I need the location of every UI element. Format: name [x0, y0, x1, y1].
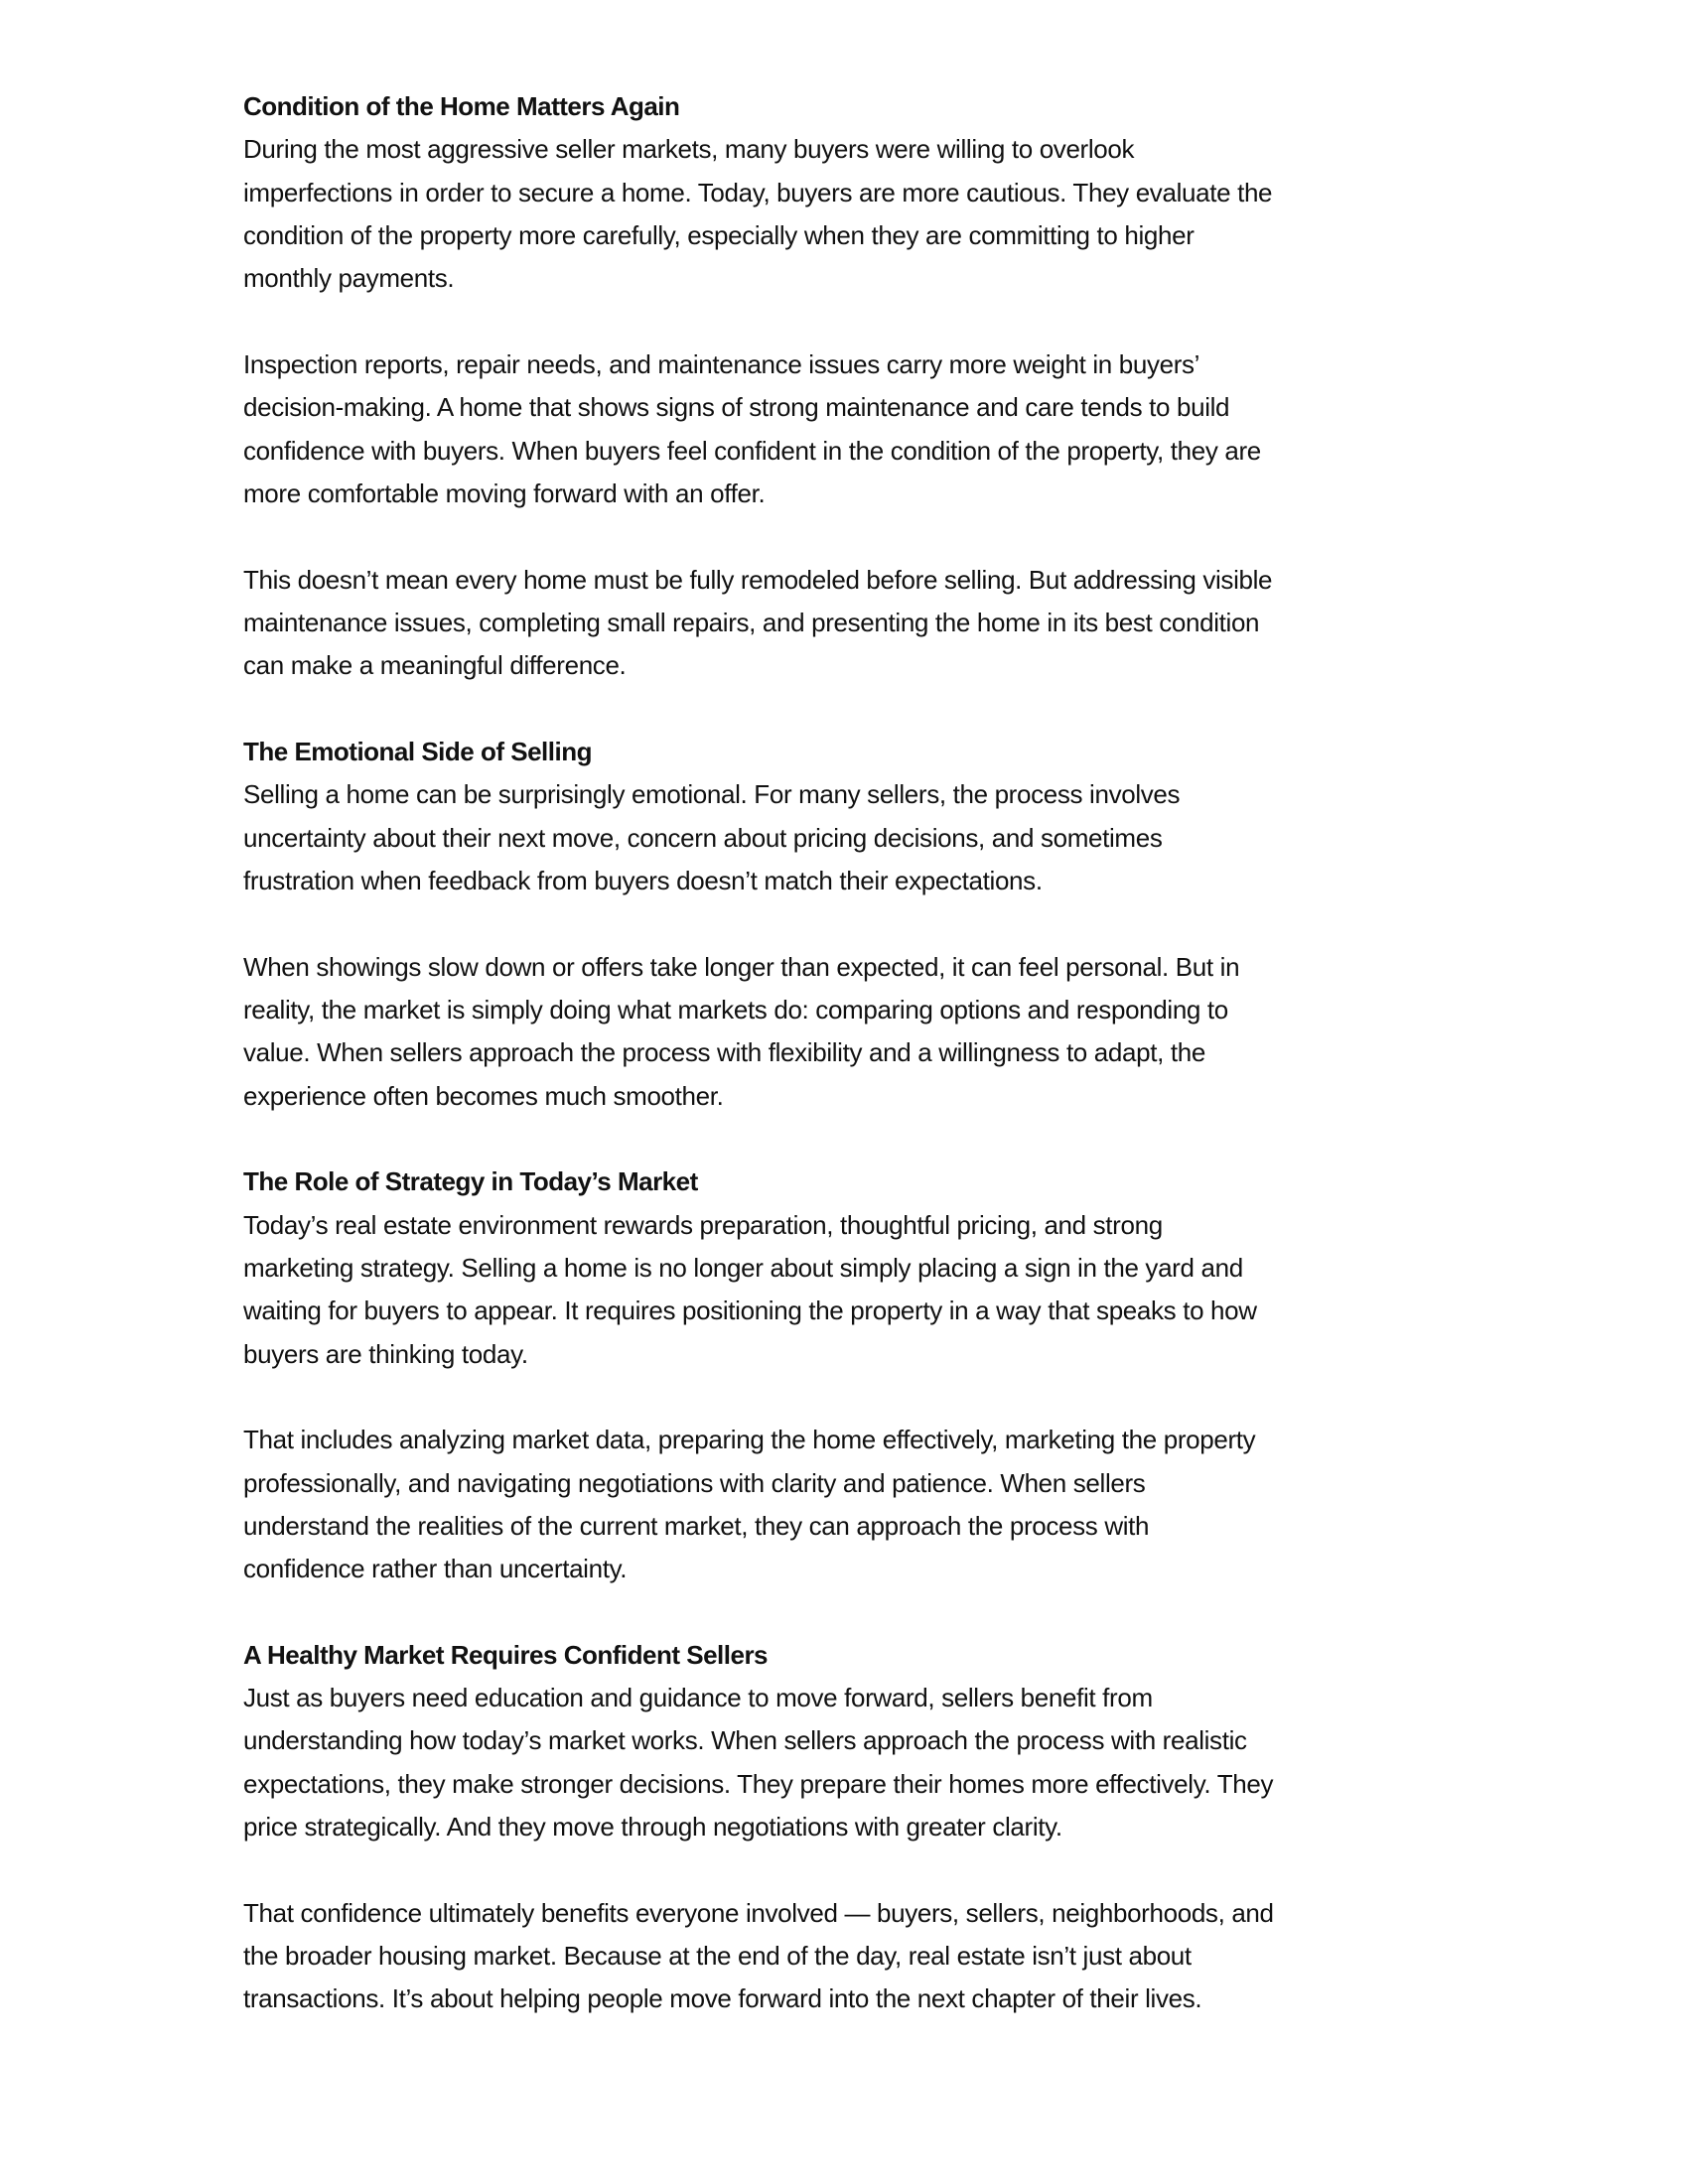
text-line: This doesn’t mean every home must be fully remodeled before selling. But addressing visible [243, 564, 1273, 595]
text-line: When showings slow down or offers take longer than expected, it can feel personal. But in [243, 951, 1240, 982]
paragraph [243, 128, 1445, 300]
text-line: Today’s real estate environment rewards preparation, thoughtful pricing, and strong [243, 1209, 1163, 1240]
paragraph [243, 343, 1445, 515]
text-line: Just as buyers need education and guidance to move forward, sellers benefit from [243, 1683, 1153, 1713]
text-line: marketing strategy. Selling a home is no longer about simply placing a sign in the yard and [243, 1252, 1243, 1283]
text-line: frustration when feedback from buyers doesn’t match their expectations. [243, 865, 1043, 895]
section-heading: A Healthy Market Requires Confident Sellers [243, 1639, 769, 1670]
paragraph [243, 773, 1445, 902]
text-line: Selling a home can be surprisingly emotional. For many sellers, the process involves [243, 779, 1181, 810]
text-line: waiting for buyers to appear. It requires positioning the property in a way that speaks to how [243, 1296, 1257, 1326]
paragraph [243, 946, 1445, 1118]
paragraph [243, 1677, 1445, 1848]
text-line: Inspection reports, repair needs, and maintenance issues carry more weight in buyers’ [243, 348, 1200, 379]
text-line: imperfections in order to secure a home. Today, buyers are more cautious. They evaluate the [243, 177, 1273, 207]
section-heading: Condition of the Home Matters Again [243, 91, 680, 121]
text-line: price strategically. And they move through negotiations with greater clarity. [243, 1812, 1062, 1843]
section-healthy-market [243, 1634, 1445, 2021]
section-heading: The Role of Strategy in Today’s Market [243, 1166, 698, 1197]
text-line: transactions. It’s about helping people move forward into the next chapter of their lives. [243, 1983, 1202, 2014]
text-line: the broader housing market. Because at the end of the day, real estate isn’t just about [243, 1941, 1192, 1972]
text-line: That includes analyzing market data, preparing the home effectively, marketing the property [243, 1425, 1256, 1455]
article-body [243, 85, 1445, 2021]
text-line: monthly payments. [243, 263, 455, 294]
text-line: expectations, they make stronger decisions. They prepare their homes more effectively. They [243, 1768, 1274, 1799]
section-role-of-strategy [243, 1160, 1445, 1590]
section-condition-of-home [243, 85, 1445, 688]
text-line: reality, the market is simply doing what markets do: comparing options and responding to [243, 994, 1228, 1024]
section-emotional-side [243, 731, 1445, 1118]
text-line: can make a meaningful difference. [243, 650, 627, 681]
text-line: buyers are thinking today. [243, 1338, 528, 1369]
text-line: experience often becomes much smoother. [243, 1080, 724, 1111]
text-line: professionally, and navigating negotiations with clarity and patience. When sellers [243, 1467, 1146, 1498]
section-heading: The Emotional Side of Selling [243, 736, 592, 766]
text-line: more comfortable moving forward with an offer. [243, 478, 766, 508]
paragraph [243, 1892, 1445, 2021]
text-line: understand the realities of the current market, they can approach the process with [243, 1510, 1150, 1541]
text-line: decision-making. A home that shows signs of strong maintenance and care tends to build [243, 392, 1230, 423]
text-line: uncertainty about their next move, concern about pricing decisions, and sometimes [243, 822, 1163, 853]
text-line: confidence rather than uncertainty. [243, 1554, 628, 1584]
text-line: maintenance issues, completing small repairs, and presenting the home in its best condition [243, 607, 1260, 637]
paragraph [243, 1419, 1445, 1590]
text-line: confidence with buyers. When buyers feel confident in the condition of the property, they are [243, 435, 1261, 466]
text-line: During the most aggressive seller markets, many buyers were willing to overlook [243, 134, 1135, 165]
text-line: That confidence ultimately benefits everyone involved — buyers, sellers, neighborhoods, and [243, 1897, 1274, 1928]
paragraph [243, 559, 1445, 688]
text-line: understanding how today’s market works. When sellers approach the process with realistic [243, 1725, 1247, 1756]
paragraph [243, 1204, 1445, 1376]
text-line: value. When sellers approach the process with flexibility and a willingness to adapt, the [243, 1037, 1205, 1068]
text-line: condition of the property more carefully, especially when they are committing to higher [243, 219, 1195, 250]
